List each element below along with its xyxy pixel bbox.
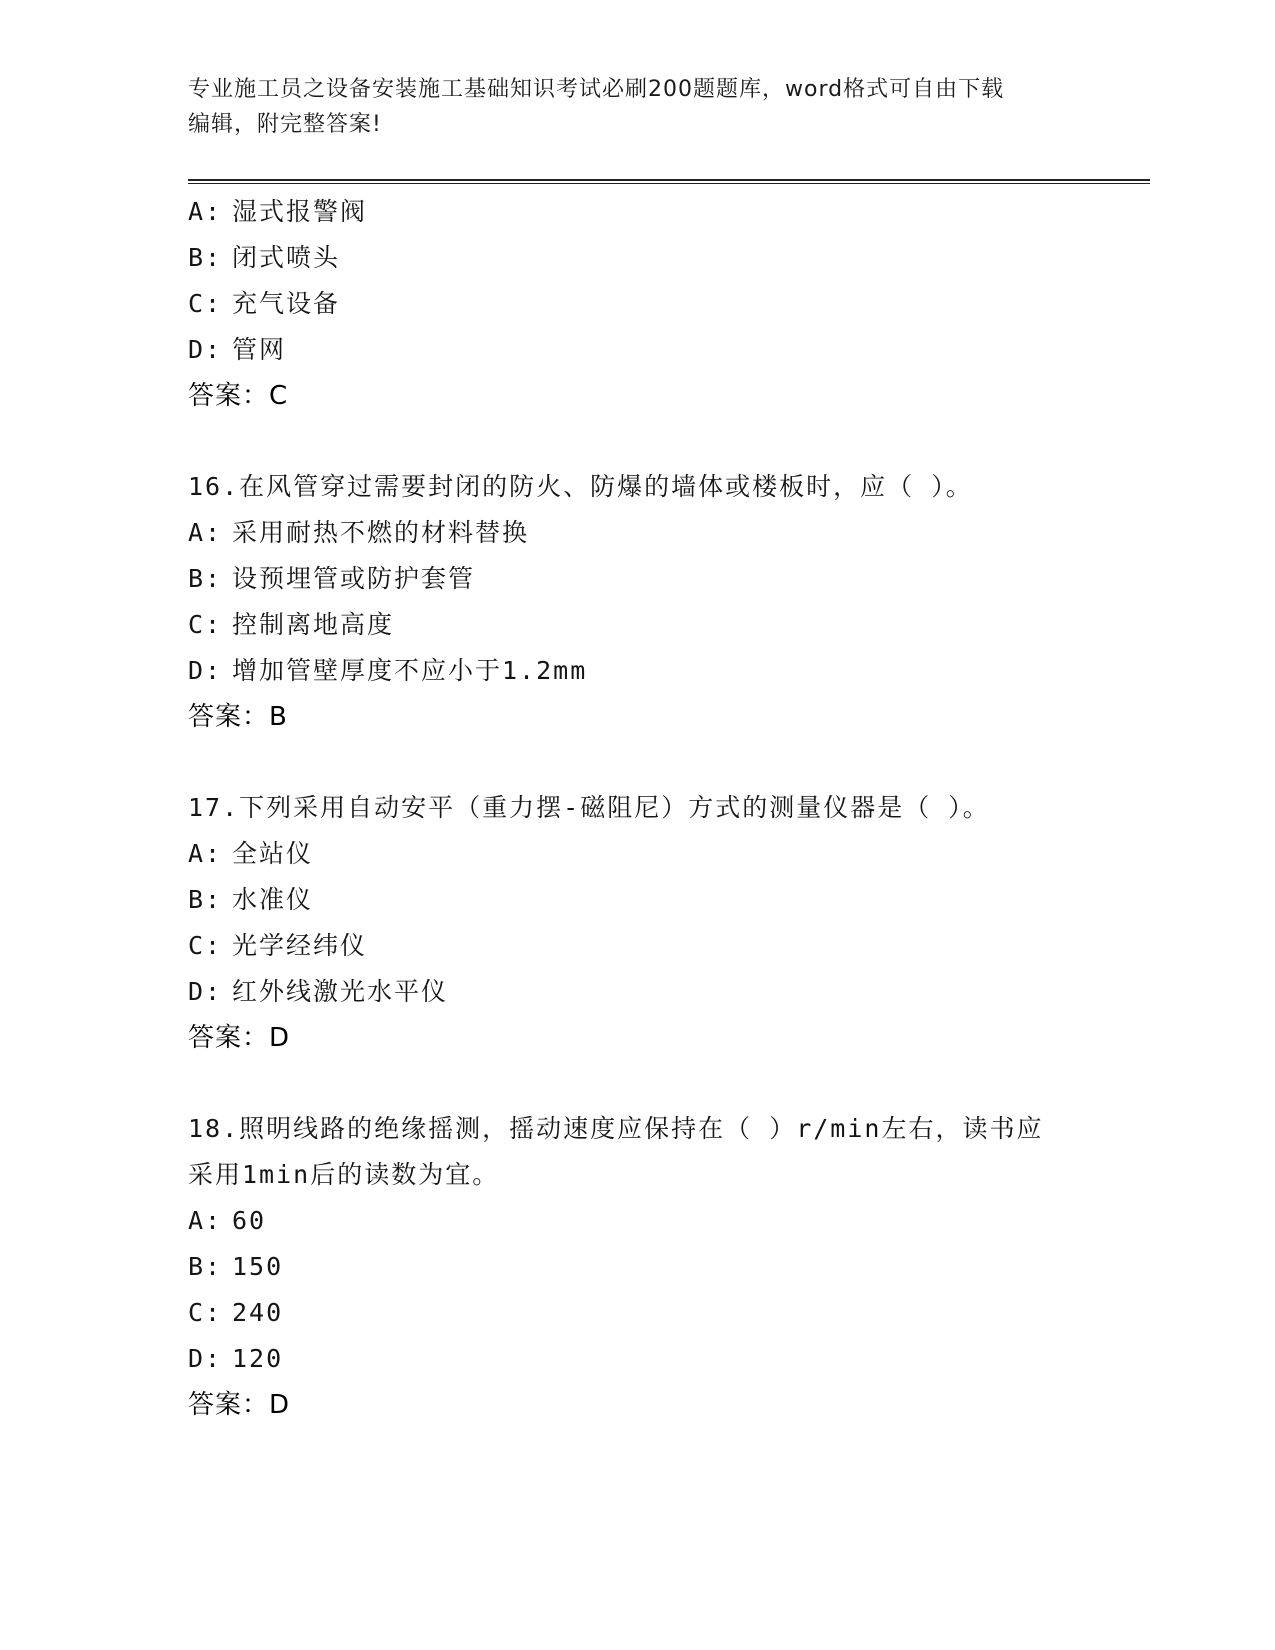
option-c — [188, 923, 1148, 969]
header-title-line-1: 专业施工员之设备安装施工基础知识考试必刷200题题库，word格式可自由下载 — [188, 77, 1005, 102]
option-text: 充气设备 — [232, 289, 341, 318]
option-key: C: — [188, 610, 223, 639]
block-spacer — [188, 1061, 1148, 1106]
option-a — [188, 189, 1148, 235]
option-text: 闭式喷头 — [232, 243, 341, 272]
option-text: 60 — [232, 1206, 267, 1235]
option-key: B: — [188, 1252, 223, 1281]
option-text: 150 — [232, 1252, 284, 1281]
option-b — [188, 556, 1148, 602]
question-text: 16.在风管穿过需要封闭的防火、防爆的墙体或楼板时，应（ ）。 — [188, 472, 973, 501]
option-c — [188, 1290, 1148, 1336]
answer-line: 答案：C — [188, 381, 289, 411]
option-key: C: — [188, 289, 223, 318]
option-c — [188, 602, 1148, 648]
option-text: 设预埋管或防护套管 — [232, 564, 476, 593]
option-d — [188, 1336, 1148, 1382]
question-block-16 — [188, 464, 1148, 740]
block-spacer — [188, 419, 1148, 464]
question-block-17 — [188, 785, 1148, 1061]
option-text: 增加管壁厚度不应小于1.2mm — [232, 656, 588, 685]
option-text: 水准仪 — [232, 885, 314, 914]
header-divider-thin — [188, 183, 1150, 184]
option-d — [188, 969, 1148, 1015]
option-key: B: — [188, 243, 223, 272]
option-text: 控制离地高度 — [232, 610, 395, 639]
option-text: 湿式报警阀 — [232, 197, 368, 226]
option-a — [188, 1198, 1148, 1244]
option-text: 120 — [232, 1344, 284, 1373]
answer-line: 答案：D — [188, 1390, 291, 1420]
option-b — [188, 877, 1148, 923]
option-key: D: — [188, 977, 223, 1006]
option-key: B: — [188, 564, 223, 593]
question-text: 17.下列采用自动安平（重力摆-磁阻尼）方式的测量仪器是（ ）。 — [188, 793, 990, 822]
option-key: A: — [188, 518, 223, 547]
option-key: C: — [188, 1298, 223, 1327]
option-key: A: — [188, 197, 223, 226]
option-a — [188, 510, 1148, 556]
header-divider-thick — [188, 179, 1150, 181]
option-key: D: — [188, 1344, 223, 1373]
option-key: A: — [188, 839, 223, 868]
header-title-line-2: 编辑，附完整答案! — [188, 112, 382, 137]
option-b — [188, 235, 1148, 281]
option-text: 采用耐热不燃的材料替换 — [232, 518, 530, 547]
block-spacer — [188, 740, 1148, 785]
option-d — [188, 327, 1148, 373]
answer-line: 答案：B — [188, 702, 288, 732]
option-text: 全站仪 — [232, 839, 314, 868]
option-text: 240 — [232, 1298, 284, 1327]
option-d — [188, 648, 1148, 694]
question-list — [188, 189, 1148, 1428]
option-key: B: — [188, 885, 223, 914]
answer-line: 答案：D — [188, 1023, 291, 1053]
option-c — [188, 281, 1148, 327]
option-text: 红外线激光水平仪 — [232, 977, 449, 1006]
option-a — [188, 831, 1148, 877]
question-text-line-1: 18.照明线路的绝缘摇测，摇动速度应保持在（ ）r/min左右，读书应 — [188, 1114, 1044, 1143]
question-block-18 — [188, 1106, 1148, 1428]
option-key: D: — [188, 656, 223, 685]
option-key: A: — [188, 1206, 223, 1235]
document-header — [188, 72, 1088, 142]
option-text: 管网 — [232, 335, 287, 364]
question-block-15 — [188, 189, 1148, 419]
question-text-line-2: 采用1min后的读数为宜。 — [188, 1160, 500, 1189]
option-b — [188, 1244, 1148, 1290]
option-key: C: — [188, 931, 223, 960]
option-key: D: — [188, 335, 223, 364]
option-text: 光学经纬仪 — [232, 931, 368, 960]
